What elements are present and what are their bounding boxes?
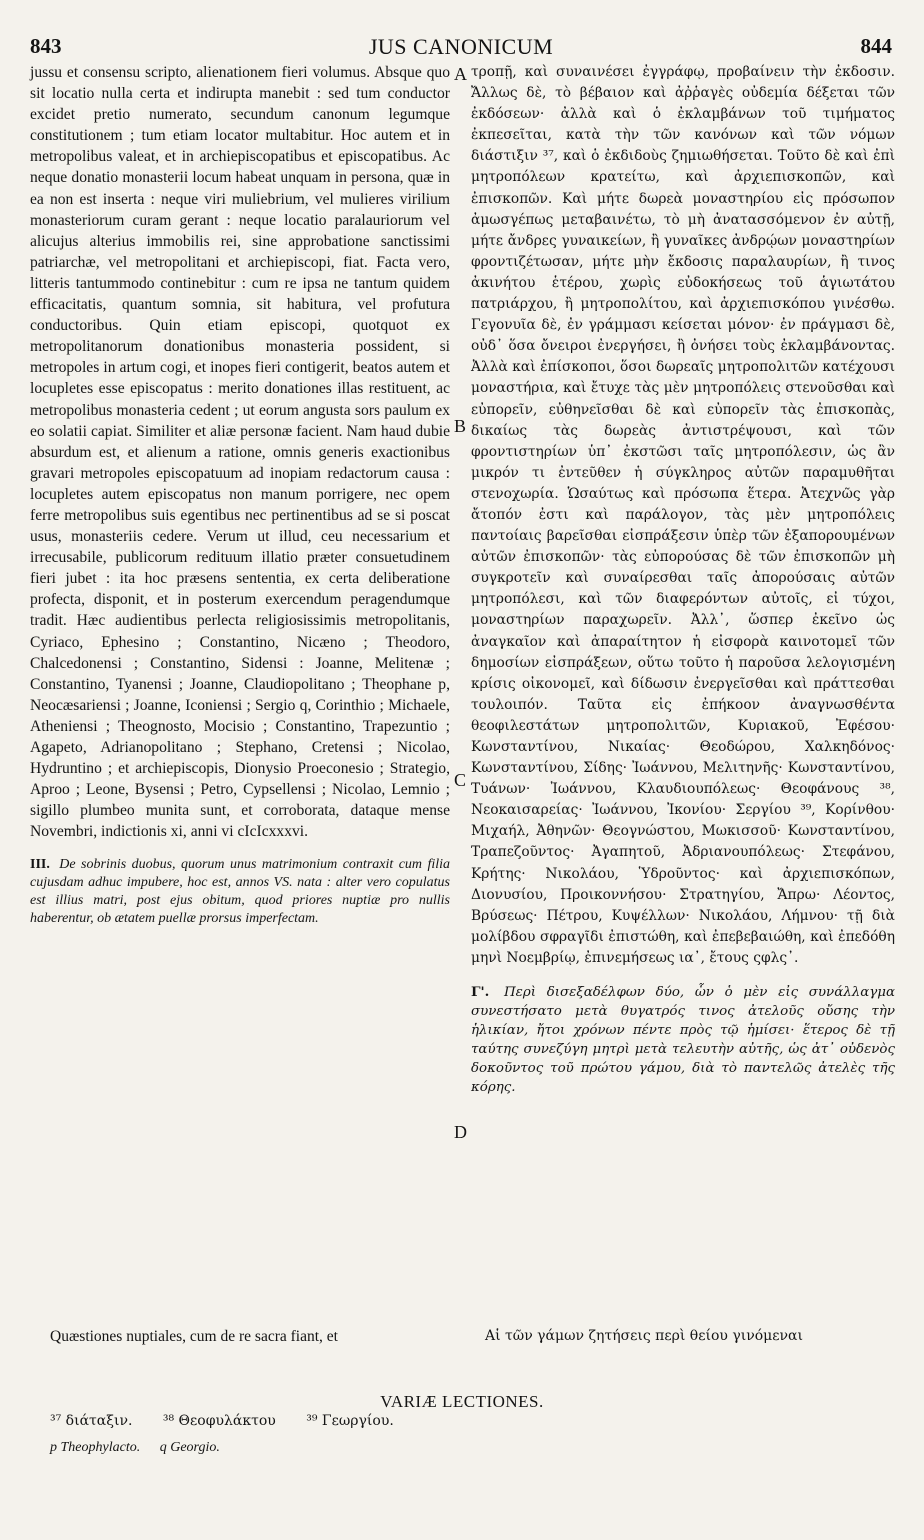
latin-paragraph: jussu et consensu scripto, alienationem fieri volumus. Absque quo sit locatio nulla certa et indirupta manebit : sed tum conductor excidet pretio numerato, secundum canonum legumque constitutionem ; tum etiam locator multabitur. Hoc autem et in metropolibus valeat, et in archiepiscopatibus et episcopatibus. Ac neque donatio monasterii locum habeat unquam in persona, quæ in ea non est inserta : neque viri muliebrium, vel mulieres virilium monasteriorum curam gerant : neque locatio paralauriorum vel alicujus alterius immobilis rei, sine approbatione sanctissimi patriarchæ, vel metropolitani et archiepiscopi, fiat. Facta vero, litteris tantummodo continebitur : cum re ipsa ne tantum quidem efficacitatis, quantum somnia, sit habitura, vel profutura conductoribus. Quin etiam episcopi, quotquot ex metropolitanorum donationibus monasteria possident, si metropoles in artum cogi, et inopes fieri contigerit, beatos autem et locupletes esse episcopatus : merito donationes illas restituent, ac metropolibus monasteria cedent ; ut eorum angusta sors paulum ex eo solatii capiat. Similiter et aliæ personæ facient. Nam haud dubie absurdum est, et alienum a ratione, omnis generis exactionibus gravari metropoles episcopatuum ad inopiam redactorum causa : locupletes autem episcopatus non manum porrigere, nec opem ferre metropolibus suis egentibus nec pertinentibus ad se si poscat usus, monasteriis cedere. Verum ut illud, ceu necessarium et irrecusabile, publicorum redituum illatio præter consuetudinem fieri jubet : ita hoc præsens sententia, ex certa deliberatione profecta, disponit, et in posterum exercendum peragendumque tradit. Hæc audientibus perlecta religiosissimis metropolitanis, Cyriaco, Ephesino ; Constantino, Nicæno ; Theodoro, Chalcedonensi ; Constantino, Sidensi : Joanne, Melitenæ ; Constantino, Tyanensi ; Joanne, Claudiopolitano ; Theophane p, Neocæsariensi ; Joanne, Iconiensi ; Sergio q, Corinthio ; Michaele, Atheniensi ; Theognosto, Mocisio ; Constantino, Trapezuntio ; Agapeto, Adrianopolitano ; Stephano, Cretensi ; Nicolao, Hydruntino ; et archiepiscopis, Dionysio Proeconesio ; Strategio, Aproo ; Leone, Bysensi ; Petro, Cypsellensi ; Nicolao, Lemnio ; sigillo plumbeo munita sunt, et corroborata, dataque mense Novembri, indictionis xi, anni vi cIcIcxxxvi.: [30, 64, 450, 841]
greek-column: [471, 62, 895, 1103]
margin-letter-d: D: [454, 1122, 467, 1142]
greek-continuation-line: Αἱ τῶν γάμων ζητήσεις περὶ θείου γινόμεναι: [485, 1328, 803, 1344]
right-page-number: 844: [860, 34, 892, 58]
greek-section-heading: [471, 983, 895, 1097]
greek-heading-text: Περὶ δισεξαδέλφων δύο, ὧν ὁ μὲν εἰς συνάλλαγμα συνεστήσατο μετὰ θυγατρός τινος ἀτελοῦς οὔσης τὴν ἡλικίαν, ἤτοι χρόνων πέντε πρὸς τῷ ἡμίσει· ἕτερος δὲ τῇ ταύτης συνεζύγη μητρὶ μετὰ τελευτὴν αὐτῆς, ὡς ἀτ᾽ οὐδενὸς δοκοῦντος τοῦ πρώτου γάμου, διὰ τὸ παντελῶς ἀτελὲς τῆς κόρης.: [471, 985, 896, 1096]
greek-variant-notes: [50, 1413, 420, 1429]
variae-lectiones-title: VARIÆ LECTIONES.: [380, 1392, 544, 1411]
margin-letter-b: B: [454, 416, 467, 436]
footnote-38: ³⁸ Θεοφυλάκτου: [162, 1413, 276, 1429]
latin-heading-number: III.: [30, 857, 50, 873]
latin-section-heading: [30, 856, 450, 928]
running-title: JUS CANONICUM: [368, 34, 554, 59]
footnote-q: q Georgio.: [159, 1440, 220, 1455]
latin-heading-text: De sobrinis duobus, quorum unus matrimonium contraxit cum filia cujusdam adhuc impubere, hoc est, annos VS. nata : alter vero copulatus est illius matri, post ejus obitum, quod priores nuptiæ pro nullis haberentur, ob ætatem puellæ prorsus imperfectam.: [30, 857, 451, 927]
latin-column: [30, 62, 450, 934]
latin-variant-notes: [50, 1440, 236, 1456]
page-header: [30, 34, 892, 60]
latin-continuation-line: Quæstiones nuptiales, cum de re sacra fiant, et: [50, 1328, 338, 1345]
footnote-39: ³⁹ Γεωργίου.: [306, 1413, 394, 1429]
footnote-37: ³⁷ διάταξιν.: [50, 1413, 133, 1429]
footnote-p: p Theophylacto.: [50, 1440, 141, 1455]
margin-letter-a: A: [454, 64, 467, 84]
greek-paragraph: τροπῇ, καὶ συναινέσει ἐγγράφῳ, προβαίνειν τὴν ἐκδοσιν. Ἄλλως δὲ, τὸ βέβαιον καὶ ἀῤῥαγὲς οὐδεμία δέξεται τῶν ἐκδόσεων· ἀλλὰ καὶ ὁ ἐκλαμβάνων τοῦ τιμήματος ἐκπεσεῖται, κατὰ τὴν τῶν κανόνων καὶ τῶν νόμων διάστιξιν ³⁷, καὶ ὁ ἐκδιδοὺς ζημιωθήσεται. Τοῦτο δὲ καὶ ἐπὶ μητροπόλεων κρατείτω, καὶ ἀρχιεπισκοπῶν, καὶ ἐπισκοπῶν. Καὶ μήτε δωρεὰ μοναστηρίου εἰς πρόσωπον ἀμωσγέπως μεταβαινέτω, τὸ μὴ ἀνατασσόμενον ἐν αὐτῇ, μήτε ἄνδρες γυναικείων, ἢ γυναῖκες ἀνδρῴων μοναστηρίων φροντιζέτωσαν, μήτε μὴν ἔκδοσις παραλαυρίων, ἢ τινος ἀκινήτου ἑτέρου, χωρὶς εὐδοκήσεως τοῦ ἁγιωτάτου πατριάρχου, ἢ μητροπολίτου, καὶ ἀρχιεπισκόπου γινέσθω. Γεγονυῖα δὲ, ἐν γράμμασι κείσεται μόνον· ἐν πράγμασι δὲ, οὐδ᾽ ὅσα ὄνειροι ἐνεργήσει, ἢ ὀνήσει τοὺς ἐκλαμβάνοντας. Ἀλλὰ καὶ ἐπίσκοποι, ὅσοι δωρεαῖς μητροπολιτῶν κατέχουσι μοναστήρια, καὶ ἔτυχε τὰς μὲν μητροπόλεις στενοῦσθαι καὶ εὐπορεῖν, εὐθηνεῖσθαι δὲ καὶ εὐπορεῖν τὰς ἐπισκοπὰς, δικαίως τὰς δωρεὰς ἀντιστρέψουσι, καὶ τῶν φροντιστηρίων ὑπ᾽ ἐκστῶσι ταῖς μητροπόλεσιν, ὡς ἂν μικρόν τι ἐντεῦθεν ἡ σύγκληρος αὐτῶν παραμυθῆται στενοχωρία. Ὡσαύτως καὶ πρόσωπα ἕτερα. Ἀτεχνῶς γὰρ ἄτοπόν ἐστι καὶ παράλογον, τὰς μὲν μητροπόλεις παντοίαις βαρεῖσθαι εἰσπράξεσιν ὑπὲρ τῶν ἐξαπορουμένων αὐτῶν ἐπισκοπῶν· τὰς εὐπορούσας δὲ τῶν ἐπισκοπῶν μὴ συγκροτεῖν καὶ συναίρεσθαι ταῖς ἀπορούσαις αὐτῶν μητροπόλεσι, καὶ τῶν διαφερόντων αὐτοῖς, εἰ τύχοι, μοναστηρίων παραχωρεῖν. Ἀλλ᾽, ὥσπερ ἐκεῖνο ὡς ἀναγκαῖον καὶ ἀπαραίτητον ἡ εἰσφορὰ καινοτομεῖ τῶν δημοσίων εἰσπράξεων, οὕτω τοῦτο ἡ παροῦσα λελογισμένη κρίσις οἰκονομεῖ, καὶ δίδωσιν ἐνεργεῖσθαι καὶ πράττεσθαι τουλοιπόν. Ταῦτα εἰς ἐπήκοον ἀναγνωσθέντα θεοφιλεστάτων μητροπολιτῶν, Κυριακοῦ, Ἐφέσου· Κωνσταντίνου, Νικαίας· Θεοδώρου, Χαλκηδόνος· Κωνσταντίνου, Σίδης· Ἰωάννου, Μελιτηνῆς· Κωνσταντίνου, Τυάνων· Ἰωάννου, Κλαυδιουπόλεως· Θεοφάνους ³⁸, Νεοκαισαρείας· Ἰωάννου, Ἰκονίου· Σεργίου ³⁹, Κορίνθου· Μιχαήλ, Ἀθηνῶν· Θεογνώστου, Μωκισσοῦ· Κωνσταντίνου, Τραπεζοῦντος· Ἀγαπητοῦ, Ἀδριανουπόλεως· Στεφάνου, Κρήτης· Νικολάου, Ὑδροῦντος· καὶ ἀρχιεπισκόπων, Διονυσίου, Προικοννήσου· Στρατηγίου, Ἄπρω· Λέοντος, Βρύσεως· Πέτρου, Κυψέλλων· Νικολάου, Λήμνου· τῇ διὰ μολίβδου σφραγῖδι ἐπιστώθη, καὶ ἐπεβεβαιώθη, καὶ ἐπεδόθη μηνὶ Νοεμβρίῳ, ἐπινεμήσεως ια᾽, ἔτους ςφλς᾽.: [471, 64, 895, 966]
greek-heading-number: Γ'.: [471, 984, 490, 1001]
margin-letter-c: C: [454, 770, 467, 790]
left-page-number: 843: [30, 34, 62, 58]
